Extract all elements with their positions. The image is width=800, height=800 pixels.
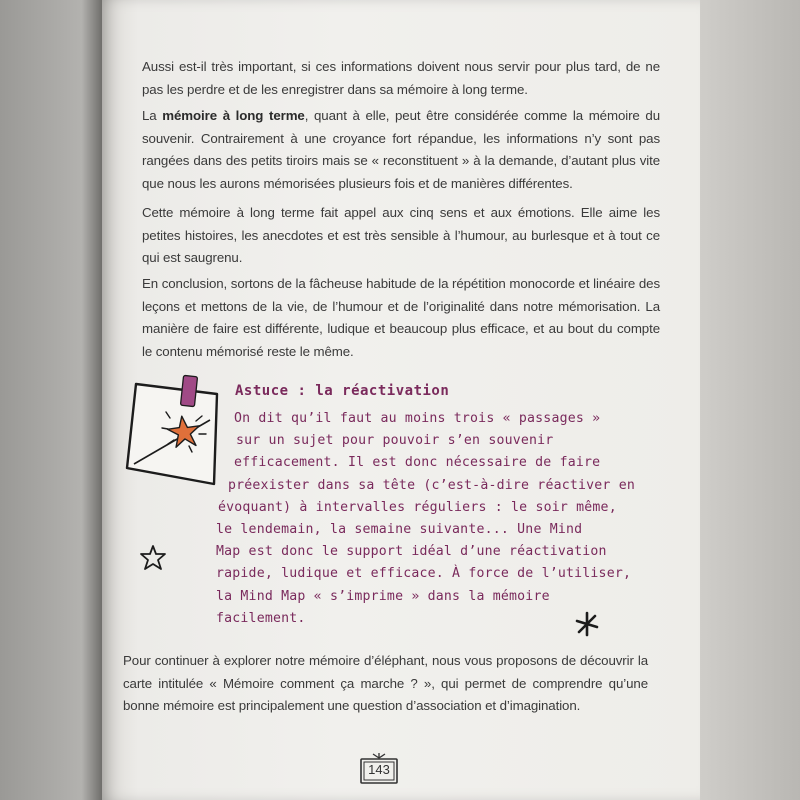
paragraph-5: Pour continuer à explorer notre mémoire d’éléphant, nous vous proposons de découvrir la carte intitulée « Mémoire comment ça marche ? », qui permet de comprendre qu’une bonne mémoire est principalement une question d’association et d’imagination. xyxy=(123,653,648,713)
tip-line: préexister dans sa tête (c’est-à-dire réactiver en xyxy=(228,477,635,493)
tip-body xyxy=(214,408,644,630)
paragraph-2-lead: La xyxy=(142,108,163,123)
paragraph-4: En conclusion, sortons de la fâcheuse habitude de la répétition monocorde et linéaire des leçons et mettons de la vie, de l’humour et de l’originalité dans notre mémorisation. La manière de faire est différente, ludique et beaucoup plus efficace, et au bout du compte le contenu mémorisé reste le même. xyxy=(142,276,660,359)
paragraph-2-bold-term: mémoire à long terme xyxy=(162,108,305,123)
paragraph-1: Aussi est-il très important, si ces informations doivent nous servir pour plus tard, de ne pas les perdre et de les enregistrer dans sa mémoire à long terme. xyxy=(142,59,660,97)
paragraph-2-rest: , quant à elle, peut être considérée comme la mémoire du souvenir. Contrairement à une croyance fort répandue, les informations n’y sont pas rangées dans des petits tiroirs mais se « reconstituent » à la demande, d’autant plus vite que nous les aurons mémorisées plusieurs fois et de manières différentes. xyxy=(142,108,660,191)
tip-line: rapide, ludique et efficace. À force de l’utiliser, xyxy=(216,566,632,582)
tip-line: efficacement. Il est donc nécessaire de faire xyxy=(234,455,601,471)
paragraph-3: Cette mémoire à long terme fait appel aux cinq sens et aux émotions. Elle aime les petites histoires, les anecdotes et est très sensible à l’humour, au burlesque et à tout ce qui est saugrenu. xyxy=(142,205,660,265)
tip-line: Map est donc le support idéal d’une réactivation xyxy=(216,544,607,560)
page-number xyxy=(358,752,400,784)
outline-star-icon xyxy=(138,543,168,573)
pinned-note-icon xyxy=(122,372,227,497)
asterisk-star-icon xyxy=(573,610,601,638)
tip-line: évoquant) à intervalles réguliers : le soir même, xyxy=(218,499,617,515)
paragraph-2 xyxy=(142,105,660,195)
tip-line: On dit qu’il faut au moins trois « passages » xyxy=(234,411,601,426)
tip-title: Astuce : la réactivation xyxy=(235,383,450,399)
tip-line: la Mind Map « s’imprime » dans la mémoire xyxy=(216,588,550,604)
background-right xyxy=(700,0,800,800)
tip-line: le lendemain, la semaine suivante... Une Mind xyxy=(216,522,583,538)
tip-line: facilement. xyxy=(216,610,306,626)
background-left xyxy=(0,0,102,800)
page-number-text: 143 xyxy=(368,762,390,777)
tip-line: sur un sujet pour pouvoir s’en souvenir xyxy=(236,433,554,449)
